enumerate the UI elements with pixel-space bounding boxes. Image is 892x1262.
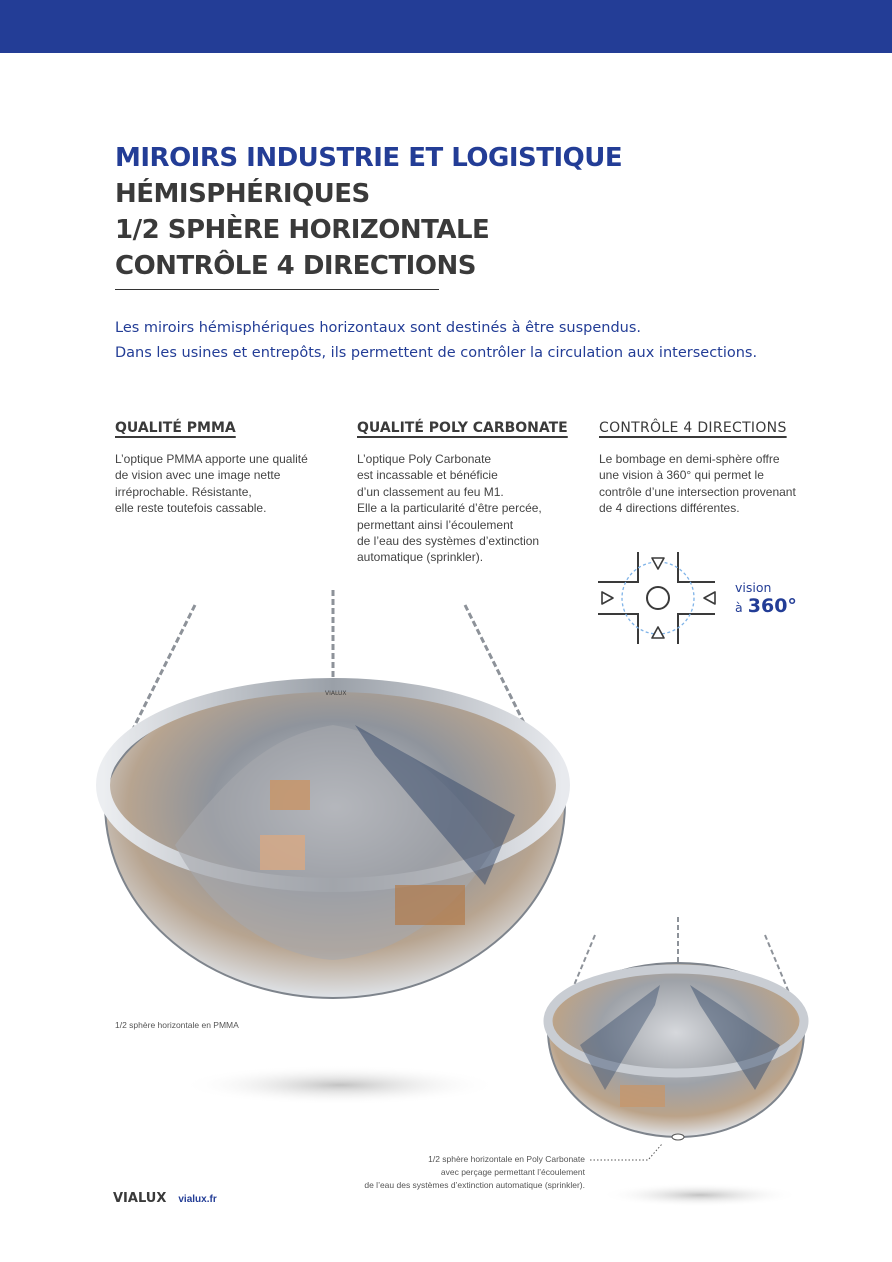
- feature-polycarbonate-heading: QUALITÉ POLY CARBONATE: [357, 420, 568, 436]
- feature-4-directions-heading: CONTRÔLE 4 DIRECTIONS: [599, 420, 787, 436]
- vision-360-label: [735, 580, 797, 617]
- pmma-caption: 1/2 sphère horizontale en PMMA: [115, 1020, 239, 1030]
- feature-pmma-text: L’optique PMMA apporte une qualité de vision avec une image nette irréprochable. Résistante, elle reste toutefois cassable.: [115, 452, 308, 516]
- mirror-brand-label: VIALUX: [325, 690, 347, 697]
- vision-word: vision: [735, 580, 772, 595]
- feature-4-directions-text: Le bombage en demi-sphère offre une vision à 360° qui permet le contrôle d’une intersection provenant de 4 directions différentes.: [599, 452, 796, 516]
- title-line-3: 1/2 SPHÈRE HORIZONTALE: [115, 215, 490, 245]
- intro-line-2: Dans les usines et entrepôts, ils permettent de contrôler la circulation aux intersections.: [115, 345, 758, 361]
- polycarbonate-caption: 1/2 sphère horizontale en Poly Carbonate avec perçage permettant l’écoulement de l’eau des systèmes d’extinction automatique (sprinkler).: [364, 1154, 585, 1190]
- polycarbonate-mirror-shadow: [600, 1180, 800, 1210]
- footer-brand: VIALUX: [113, 1191, 167, 1206]
- title-line-1: MIROIRS INDUSTRIE ET LOGISTIQUE: [115, 143, 623, 173]
- title-line-4: CONTRÔLE 4 DIRECTIONS: [115, 251, 476, 281]
- page-title: [115, 140, 622, 284]
- feature-4-directions: [599, 420, 829, 517]
- feature-polycarbonate: [357, 420, 587, 566]
- feature-pmma: [115, 420, 345, 517]
- feature-pmma-heading: QUALITÉ PMMA: [115, 420, 236, 436]
- feature-polycarbonate-text: L’optique Poly Carbonate est incassable et bénéficie d’un classement au feu M1. Elle a la particularité d’être percée, permettant ainsi l’écoulement de l’eau des systèmes d’extinction automatique (sprinkler).: [357, 452, 542, 565]
- footer-url[interactable]: vialux.fr: [178, 1194, 217, 1205]
- title-divider: [115, 289, 439, 290]
- pmma-mirror-shadow: [180, 1060, 500, 1110]
- footer-logo: [113, 1191, 217, 1206]
- vision-value: 360°: [747, 595, 797, 617]
- title-line-2: HÉMISPHÉRIQUES: [115, 179, 370, 209]
- intro-text: [115, 316, 757, 366]
- intersection-360-icon: [598, 552, 720, 646]
- caption-leader-line: [590, 1138, 670, 1168]
- polycarbonate-mirror-image: [540, 915, 810, 1155]
- pmma-mirror-image: [95, 585, 575, 1005]
- top-banner: [0, 0, 892, 53]
- vision-prefix: à: [735, 600, 743, 615]
- intro-line-1: Les miroirs hémisphériques horizontaux sont destinés à être suspendus.: [115, 320, 642, 336]
